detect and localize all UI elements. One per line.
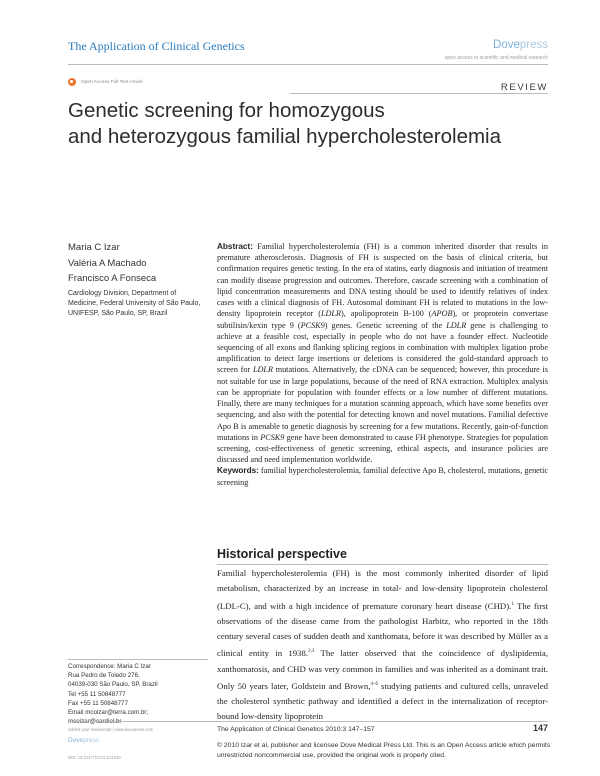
open-access-icon [68, 78, 76, 86]
title-line-2: and heterozygous familial hypercholesterolemia [68, 125, 502, 148]
article-type-divider [290, 93, 548, 94]
journal-title: The Application of Clinical Genetics [68, 39, 245, 53]
abstract-label: Abstract: [217, 242, 253, 251]
footer-publisher-logo [68, 737, 99, 744]
header-divider [68, 64, 548, 65]
author-list [68, 240, 156, 287]
title-line-1: Genetic screening for homozygous [68, 99, 385, 122]
page-number: 147 [532, 723, 548, 733]
citation: 4–6 [370, 681, 378, 687]
correspondence-email[interactable]: mcoizar@cardiol.br [68, 718, 122, 726]
publisher-logo [493, 39, 548, 51]
footer-divider [68, 721, 548, 722]
section-heading: Historical perspective [217, 547, 347, 561]
citation: 1 [511, 601, 514, 607]
article-type: REVIEW [500, 82, 548, 93]
footer-publisher-b: press [83, 737, 100, 744]
publisher-tagline: open access to scientific and medical research [444, 55, 548, 61]
correspondence-line: Correspondence: Maria C Izar [68, 663, 151, 670]
footer-publisher-a: Dove [68, 737, 84, 744]
publisher-logo-a: Dove [493, 39, 520, 51]
keywords: familial hypercholesterolemia, familial defective Apo B, cholesterol, mutations, genetic screening [217, 466, 548, 487]
correspondence-line: Tel +55 11 50848777 [68, 690, 126, 698]
open-access-text: Open Access Full Text Article [81, 79, 143, 85]
open-access-label [68, 78, 143, 86]
author: Maria C Izar [68, 242, 120, 253]
body-text: Familial hypercholesterolemia (FH) is the most commonly inherited disorder of lipid metabolism, characterized by an increase in total- and low-density lipoprotein cholesterol (LDL-C), and with a high incidence of premature coronary heart disease (CHD).$^1$ The first observations of the disease came from the pathologist Harbitz, who reported in the 18th century several cases of sudden death and xanthomata, before it was described by Müller as a clinical entity in 1938.$^{2,3}$ The latter observed that the coincidence of dyslipidemia, xanthomatosis, and CHD was very common in families and was inherited as a dominant trait. Only 50 years later, Goldstein and Brown,$^{4-6}$ studying patients and cultured cells, unraveled the cholesterol synthetic pathway and identified a defect in the internalization of receptor-bound low-density lipoprotein [217, 568, 549, 722]
submit-link[interactable]: submit your manuscript | www.dovepress.com [68, 727, 154, 732]
correspondence [68, 662, 208, 726]
abstract: Abstract: Familial hypercholesterolemia (FH) is a common inherited disorder that results in premature atherosclerosis. Diagnosis of FH is suspected on the basis of clinical criteria, but confirmation requires genetic testing. In the era of statins, early diagnosis and initiation of treatment can modify disease progression and outcomes. Therefore, cascade screening with a combination of lipid concentration measurements and DNA testing should be used to identify relatives of index cases with a clinical diagnosis of FH. Autosomal dominant FH is related to mutations in the low-density lipoprotein receptor (LDLR), apolipoprotein B-100 (APOB), or proprotein convertase subtilisin/kexin type 9 (PCSK9) genes. Genetic screening of the LDLR gene is challenging to achieve at a feasible cost, especially in people who do not have a founder effect. Nucleotide sequencing of all exons and flanking splicing regions in combination with multiplex ligation probe amplification to detect large insertions or deletions is considered the gold-standard approach to screen for LDLR mutations. Alternatively, the cDNA can be sequenced; however, this procedure is not suitable for use in large populations, because of the need of RNA extraction. Multiplex analysis can be appropriate for population with founder effects or a low number of different mutations. Finally, there are many techniques for a mutation scanning approach, which have some benefits over sequencing, and also with the potential for detecting known and novel mutations. Familial defective Apo B is amenable to genetic diagnosis by screening for a few mutations. Recently, gain-of-function mutations in PCSK9 gene have been demonstrated to cause FH phenotype. Strategies for population screening, cost-effectiveness of genetic screening, ethical aspects, and insurance policies are discussed and need implementation worldwide. Keywords: familial hypercholesterolemia, familial defective Apo B, cholesterol, mutations, genetic screening [217, 242, 548, 487]
affiliation: Cardiology Division, Department of Medicine, Federal University of São Paulo, UNIFESP, São Paulo, SP, Brazil [68, 290, 201, 317]
article-title [68, 98, 538, 150]
correspondence-line: Rua Pedro de Toledo 276, [68, 672, 140, 680]
correspondence-email[interactable]: Email mcoizar@terra.com.br; [68, 709, 149, 717]
correspondence-line: Fax +55 11 50848777 [68, 699, 128, 707]
publisher-logo-b: press [519, 39, 548, 51]
correspondence-divider [68, 659, 208, 660]
journal-citation: The Application of Clinical Genetics 2010:3 147–157 [217, 726, 375, 733]
copyright-notice: © 2010 Izar et al, publisher and licensee Dove Medical Press Ltd. This is an Open Access article which permits unrestricted noncommercial use, provided the original work is properly cited. [217, 742, 551, 759]
keywords-label: Keywords: [217, 466, 259, 476]
section-divider [217, 564, 548, 565]
author: Francisco A Fonseca [68, 273, 157, 284]
correspondence-line: 04039-030 São Paulo, SP, Brazil [68, 681, 158, 689]
citation: 2,3 [308, 649, 315, 655]
author: Valéria A Machado [68, 257, 147, 269]
doi[interactable]: DOI: 10.2147/TACG.S11540 [68, 755, 121, 760]
